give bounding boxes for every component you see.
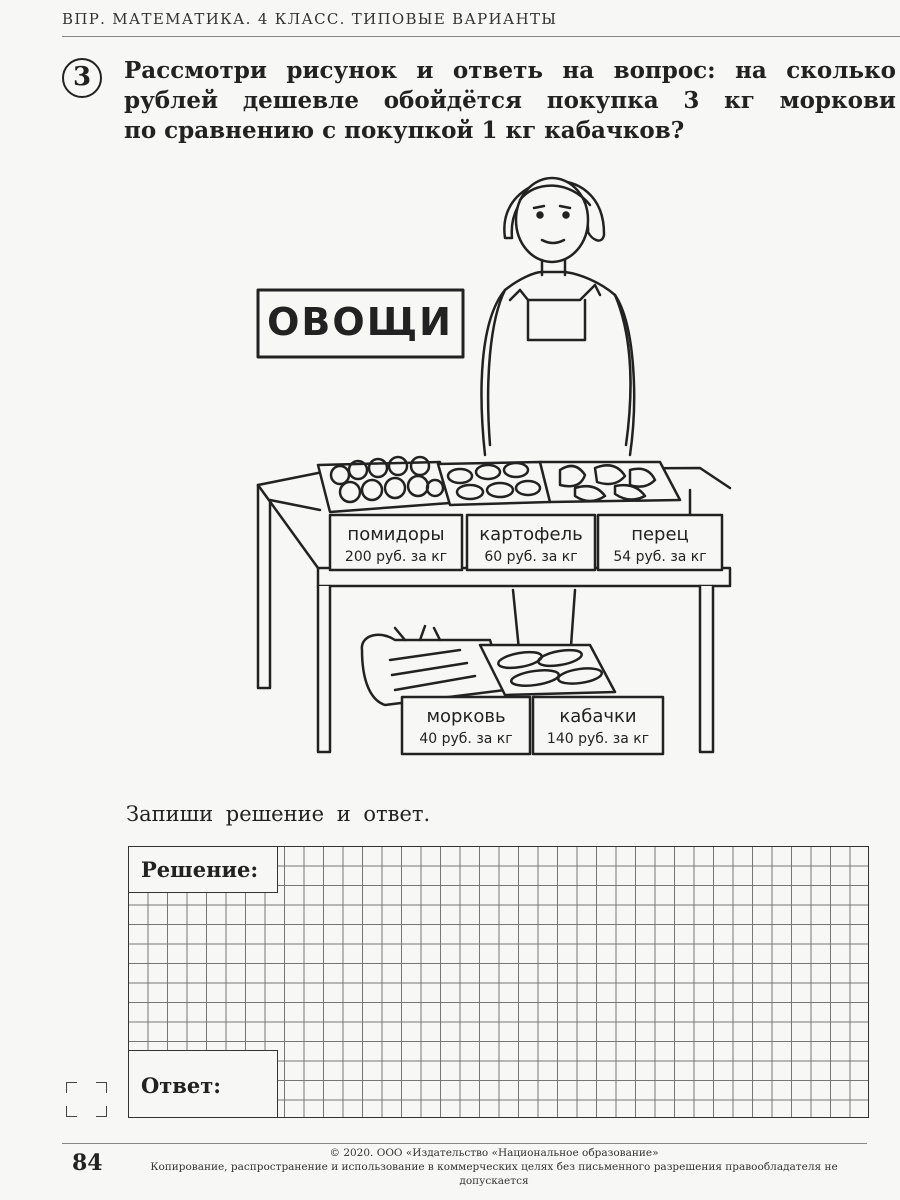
question-line-2: рублей дешевле обойдётся покупка 3 кг моркови xyxy=(124,87,896,114)
market-stall-illustration xyxy=(0,160,900,770)
sign-text: ОВОЩИ xyxy=(267,300,453,344)
corner-mark xyxy=(66,1082,77,1093)
price-tag-name: картофель xyxy=(479,524,583,545)
question-line-1: Рассмотри рисунок и ответь на вопрос: на сколько xyxy=(124,57,896,84)
price-tag-name: перец xyxy=(631,524,689,545)
price-tag-name: помидоры xyxy=(347,524,445,545)
copyright-notice xyxy=(120,1146,868,1188)
page-number: 84 xyxy=(72,1150,103,1176)
price-tag-price: 60 руб. за кг xyxy=(484,549,578,565)
question-line-3: по сравнению с покупкой 1 кг кабачков? xyxy=(124,117,685,144)
price-tag-price: 40 руб. за кг xyxy=(419,731,513,747)
solution-label: Решение: xyxy=(128,846,278,893)
price-tag-name: кабачки xyxy=(559,706,637,727)
crate-peppers xyxy=(540,462,680,502)
answer-label: Ответ: xyxy=(128,1050,278,1118)
crate-zucchini xyxy=(480,645,615,695)
price-tag-price: 54 руб. за кг xyxy=(613,549,707,565)
header-title: ВПР. МАТЕМАТИКА. 4 КЛАСС. ТИПОВЫЕ ВАРИАНТЫ xyxy=(62,10,558,28)
price-tag-name: морковь xyxy=(426,706,506,727)
task-question xyxy=(124,56,896,146)
crate-potatoes xyxy=(438,462,550,505)
crate-carrots xyxy=(362,626,505,705)
page-header xyxy=(62,10,900,37)
crate-tomatoes xyxy=(318,457,450,512)
task-number: 3 xyxy=(62,58,102,98)
corner-mark xyxy=(96,1082,107,1093)
price-tag-price: 200 руб. за кг xyxy=(344,549,448,565)
price-tag-price: 140 руб. за кг xyxy=(546,731,650,747)
copyright-line-2: Копирование, распространение и использование в коммерческих целях без письменного разрешения правообладателя не допускается xyxy=(150,1161,838,1187)
footer-divider xyxy=(62,1143,867,1144)
copyright-line-1: © 2020. ООО «Издательство «Национальное образование» xyxy=(329,1147,659,1159)
vendor-figure xyxy=(482,178,635,660)
corner-mark xyxy=(66,1106,77,1117)
corner-mark xyxy=(96,1106,107,1117)
instruction-text: Запиши решение и ответ. xyxy=(126,802,431,826)
